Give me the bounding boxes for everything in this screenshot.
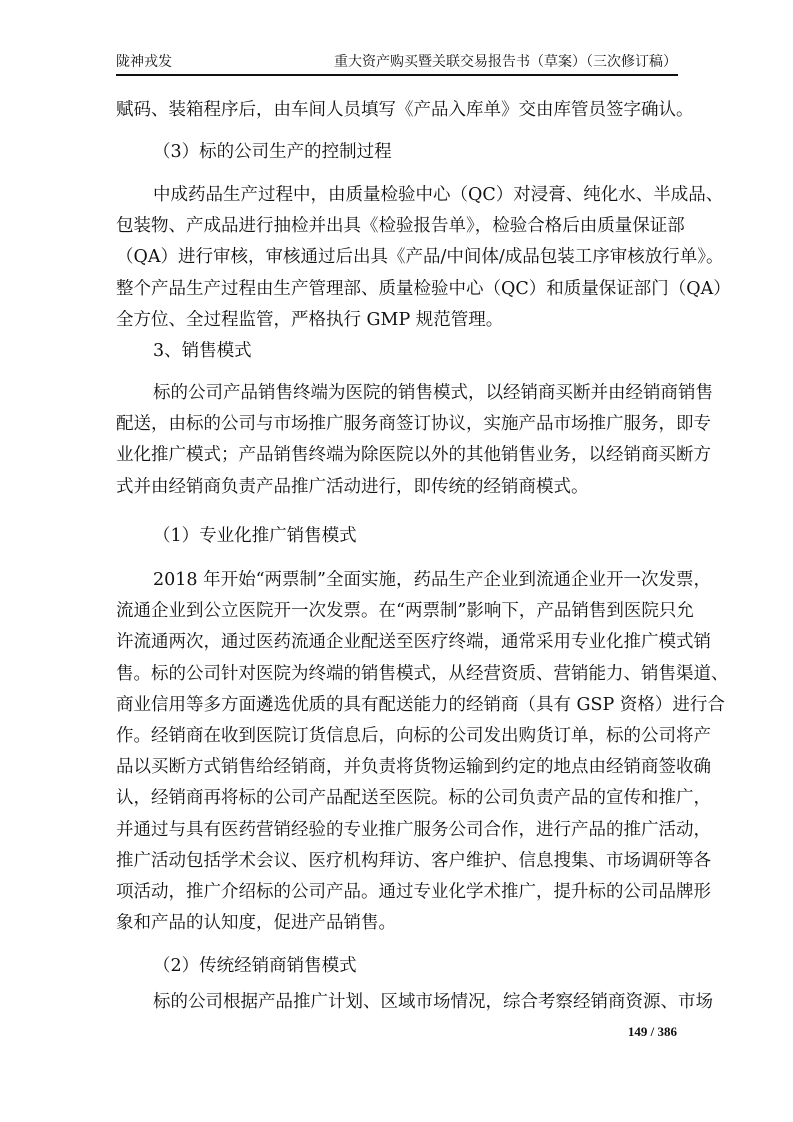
- text-line: 流通企业到公立医院开一次发票。在“两票制”影响下，产品销售到医院只允: [116, 601, 694, 622]
- text-line: 整个产品生产过程由生产管理部、质量检验中心（QC）和质量保证部门（QA）: [116, 278, 731, 299]
- text-line: 并通过与具有医药营销经验的专业推广服务公司合作，进行产品的推广活动，: [116, 819, 711, 840]
- text-line: 赋码、装箱程序后，由车间人员填写《产品入库单》交由库管员签字确认。: [116, 100, 694, 120]
- text-line: 品以买断方式销售给经销商，并负责将货物运输到约定的地点由经销商签收确: [116, 757, 711, 778]
- text-line: 中成药品生产过程中，由质量检验中心（QC）对浸膏、纯化水、半成品、: [153, 185, 724, 205]
- text-line: 象和产品的认知度，促进产品销售。: [116, 913, 396, 934]
- section-heading: [116, 336, 686, 367]
- text-line: 2018 年开始“两票制”全面实施，药品生产企业到流通企业开一次发票，: [153, 570, 711, 590]
- text-line: 许流通两次，通过医药流通企业配送至医疗终端，通常采用专业化推广模式销: [116, 632, 711, 653]
- text-line: 式并由经销商负责产品推广活动进行，即传统的经销商模式。: [116, 476, 589, 497]
- text-line: （1）专业化推广销售模式: [153, 526, 357, 546]
- header-rule: [116, 74, 678, 76]
- section-heading: [116, 137, 686, 168]
- text-line: 标的公司根据产品推广计划、区域市场情况，综合考察经销商资源、市场: [153, 992, 713, 1012]
- paragraph: [116, 378, 713, 503]
- text-line: 项活动，推广介绍标的公司产品。通过专业化学术推广，提升标的公司品牌形: [116, 881, 711, 902]
- section-heading: [116, 951, 686, 982]
- paragraph: [116, 987, 713, 1018]
- text-line: （QA）进行审核，审核通过后出具《产品/中间体/成品包装工序审核放行单》。: [116, 247, 724, 268]
- text-line: 全方位、全过程监管，严格执行 GMP 规范管理。: [116, 309, 504, 330]
- paragraph: [116, 565, 729, 939]
- section-heading: [116, 521, 686, 552]
- text-line: 业化推广模式；产品销售终端为除医院以外的其他销售业务，以经销商买断方: [116, 445, 711, 466]
- text-line: 作。经销商在收到医院订货信息后，向标的公司发出购货订单，标的公司将产: [116, 725, 711, 746]
- text-line: 推广活动包括学术会议、医疗机构拜访、客户维护、信息搜集、市场调研等各: [116, 850, 711, 871]
- text-line: （2）传统经销商销售模式: [153, 956, 357, 976]
- text-line: 3、销售模式: [153, 341, 252, 361]
- paragraph: [116, 95, 694, 126]
- text-line: 包装物、产成品进行抽检并出具《检验报告单》，检验合格后由质量保证部: [116, 216, 685, 237]
- header-company: 陇神戎发: [116, 54, 172, 70]
- text-line: 售。标的公司针对医院为终端的销售模式，从经营资质、营销能力、销售渠道、: [116, 663, 729, 684]
- text-line: 商业信用等多方面遴选优质的具有配送能力的经销商（具有 GSP 资格）进行合: [116, 694, 725, 715]
- text-line: 标的公司产品销售终端为医院的销售模式，以经销商买断并由经销商销售: [153, 383, 713, 403]
- header-doc-title: 重大资产购买暨关联交易报告书（草案）（三次修订稿）: [334, 54, 677, 70]
- text-line: 认，经销商再将标的公司产品配送至医院。标的公司负责产品的宣传和推广，: [116, 788, 711, 809]
- page-number: 149 / 386: [627, 1024, 677, 1039]
- paragraph: [116, 180, 731, 336]
- text-line: 配送，由标的公司与市场推广服务商签订协议，实施产品市场推广服务，即专: [116, 414, 711, 435]
- text-line: （3）标的公司生产的控制过程: [153, 142, 392, 162]
